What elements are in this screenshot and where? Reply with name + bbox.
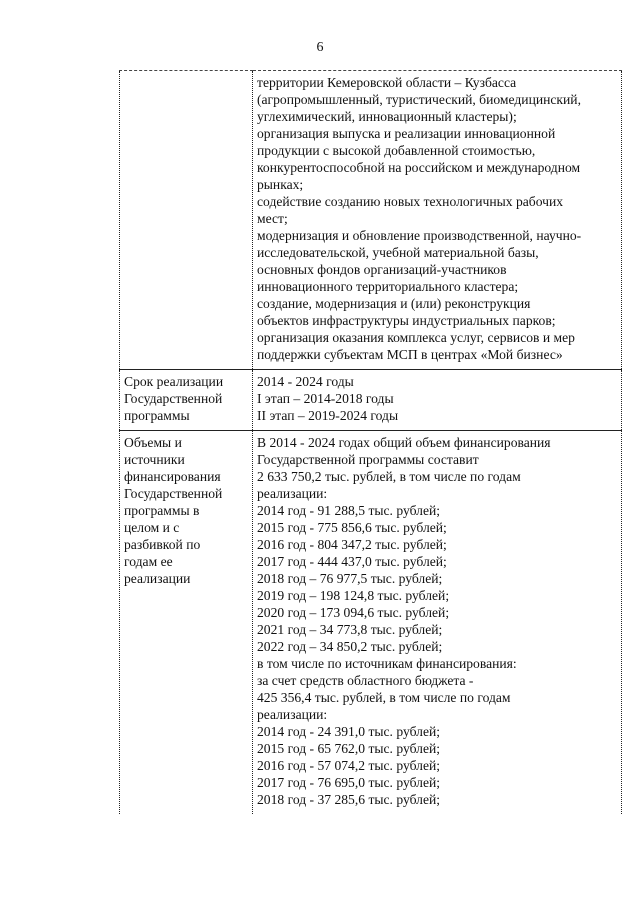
text-line: модернизация и обновление производственной, научно-: [257, 228, 582, 243]
text-line: 2014 год - 24 391,0 тыс. рублей;: [257, 724, 441, 739]
text-line: 2017 год - 76 695,0 тыс. рублей;: [257, 775, 441, 790]
text-line: 425 356,4 тыс. рублей, в том числе по годам: [257, 690, 511, 705]
text-line: 2021 год – 34 773,8 тыс. рублей;: [257, 622, 443, 637]
text-line: 2019 год – 198 124,8 тыс. рублей;: [257, 588, 450, 603]
text-line: создание, модернизация и (или) реконструкция: [257, 296, 531, 311]
table-row-period: [120, 370, 622, 431]
text-line: программы: [124, 408, 190, 423]
text-line: поддержки субъектам МСП в центрах «Мой бизнес»: [257, 347, 563, 362]
text-line: реализации:: [257, 707, 328, 722]
text-line: 2016 год - 57 074,2 тыс. рублей;: [257, 758, 441, 773]
text-line: содействие созданию новых технологичных рабочих: [257, 194, 564, 209]
text-line: целом и с: [124, 520, 180, 535]
row-label-cell: [120, 431, 253, 815]
text-line: программы в: [124, 503, 200, 518]
text-line: Государственной: [124, 486, 223, 501]
text-line: 2016 год - 804 347,2 тыс. рублей;: [257, 537, 447, 552]
text-line: конкурентоспособной на российском и международном: [257, 160, 581, 175]
text-line: Государственной программы составит: [257, 452, 479, 467]
text-line: углехимический, инновационный кластеры);: [257, 109, 517, 124]
table-row-goals: [120, 71, 622, 370]
text-line: (агропромышленный, туристический, биомедицинский,: [257, 92, 581, 107]
text-line: годам ее: [124, 554, 173, 569]
row-label-cell: [120, 370, 253, 431]
text-line: инновационного территориального кластера;: [257, 279, 519, 294]
text-line: 2015 год - 65 762,0 тыс. рублей;: [257, 741, 441, 756]
text-line: за счет средств областного бюджета -: [257, 673, 474, 688]
text-line: рынках;: [257, 177, 304, 192]
text-line: источники: [124, 452, 185, 467]
text-line: В 2014 - 2024 годах общий объем финансирования: [257, 435, 551, 450]
text-line: организация выпуска и реализации инновационной: [257, 126, 556, 141]
text-line: 2020 год – 173 094,6 тыс. рублей;: [257, 605, 450, 620]
text-line: в том числе по источникам финансирования:: [257, 656, 517, 671]
text-line: II этап – 2019-2024 годы: [257, 408, 399, 423]
row-label-cell: [120, 71, 253, 370]
text-line: 2015 год - 775 856,6 тыс. рублей;: [257, 520, 447, 535]
row-content-cell: [253, 431, 622, 815]
text-line: 2 633 750,2 тыс. рублей, в том числе по годам: [257, 469, 521, 484]
text-line: территории Кемеровской области – Кузбасса: [257, 75, 517, 90]
text-line: реализации:: [257, 486, 328, 501]
text-line: Государственной: [124, 391, 223, 406]
text-line: продукции с высокой добавленной стоимостью,: [257, 143, 536, 158]
row-content-cell: [253, 71, 622, 370]
text-line: 2018 год – 76 977,5 тыс. рублей;: [257, 571, 443, 586]
text-line: 2022 год – 34 850,2 тыс. рублей;: [257, 639, 443, 654]
row-content-cell: [253, 370, 622, 431]
text-line: основных фондов организаций-участников: [257, 262, 507, 277]
table-row-financing: [120, 431, 622, 815]
page-number: 6: [316, 40, 324, 55]
text-line: I этап – 2014-2018 годы: [257, 391, 394, 406]
text-line: реализации: [124, 571, 191, 586]
text-line: 2018 год - 37 285,6 тыс. рублей;: [257, 792, 441, 807]
text-line: Объемы и: [124, 435, 182, 450]
text-line: организация оказания комплекса услуг, сервисов и мер: [257, 330, 575, 345]
text-line: Срок реализации: [124, 374, 224, 389]
text-line: финансирования: [124, 469, 221, 484]
text-line: мест;: [257, 211, 288, 226]
text-line: 2017 год - 444 437,0 тыс. рублей;: [257, 554, 447, 569]
passport-table: [119, 70, 622, 814]
text-line: 2014 - 2024 годы: [257, 374, 354, 389]
text-line: 2014 год - 91 288,5 тыс. рублей;: [257, 503, 441, 518]
text-line: исследовательской, учебной материальной базы,: [257, 245, 539, 260]
text-line: разбивкой по: [124, 537, 201, 552]
text-line: объектов инфраструктуры индустриальных парков;: [257, 313, 556, 328]
